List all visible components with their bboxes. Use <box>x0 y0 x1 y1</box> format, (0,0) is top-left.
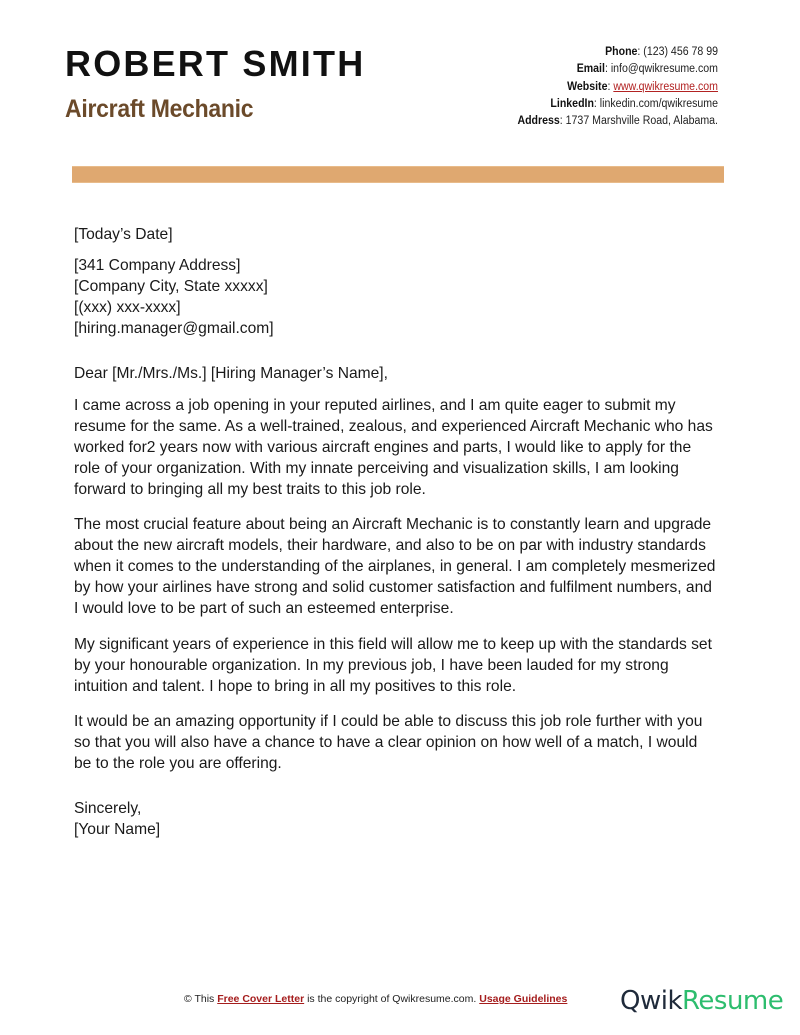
paragraph-line: so that you will also have a chance to have a clear opinion on how well of a match, I would <box>74 733 698 751</box>
contact-label: LinkedIn <box>550 97 594 110</box>
closing: Sincerely, <box>74 800 142 818</box>
letter-date: [Today’s Date] <box>74 226 173 243</box>
paragraph-line: I would love to be part of such an esteemed enterprise. <box>74 600 454 618</box>
contact-email: Email: info@qwikresume.com <box>576 63 718 76</box>
recipient-email: [hiring.manager@gmail.com] <box>74 320 274 338</box>
recipient-city-state: [Company City, State xxxxx] <box>74 278 268 296</box>
usage-guidelines-link[interactable]: Usage Guidelines <box>479 993 568 1005</box>
free-cover-letter-link[interactable]: Free Cover Letter <box>217 993 305 1005</box>
paragraph-line: My significant years of experience in this field will allow me to keep up with the standards set <box>74 635 712 653</box>
paragraph-line: be to the role you are offering. <box>74 754 282 772</box>
contact-label: Phone <box>605 46 638 58</box>
website-link[interactable]: www.qwikresume.com <box>613 80 718 93</box>
paragraph-line: worked for2 years now with various aircraft engines and parts, I would like to apply for the <box>74 438 692 456</box>
paragraph-line: It would be an amazing opportunity if I could be able to discuss this job role further with you <box>74 712 703 730</box>
contact-label: Address <box>517 115 560 128</box>
contact-label: Website <box>567 80 608 93</box>
contact-label: Email <box>576 63 605 76</box>
qwikresume-logo[interactable] <box>620 985 783 1017</box>
contact-value: info@qwikresume.com <box>610 63 718 76</box>
paragraph-line: about the new aircraft models, their hardware, and also to be on par with industry standards <box>74 537 706 555</box>
paragraph-line: role of your organization. With my innate perceiving and visualization skills, I am looking <box>74 459 679 477</box>
recipient-phone: [(xxx) xxx-xxxx] <box>74 299 181 317</box>
salutation: Dear [Mr./Mrs./Ms.] [Hiring Manager’s Name], <box>74 365 388 383</box>
paragraph-3 <box>74 634 734 697</box>
job-title: Aircraft Mechanic <box>65 95 254 123</box>
accent-divider-bar <box>72 166 724 183</box>
paragraph-4 <box>74 711 734 774</box>
contact-website: Website: www.qwikresume.com <box>567 80 718 93</box>
paragraph-line: when it comes to the understanding of the airplanes, in general. I am completely mesmerized <box>74 558 716 576</box>
footer-prefix: © This <box>184 993 218 1005</box>
contact-value: (123) 456 78 99 <box>643 46 718 58</box>
letter-body <box>74 224 734 840</box>
recipient-address: [341 Company Address] <box>74 257 241 275</box>
recipient-block <box>74 255 734 339</box>
paragraph-line: forward to bringing all my best traits to this job role. <box>74 480 426 498</box>
logo-resume: Resume <box>682 986 784 1016</box>
contact-block <box>500 44 718 130</box>
contact-value: linkedin.com/qwikresume <box>599 97 718 110</box>
signature: [Your Name] <box>74 821 161 839</box>
paragraph-line: by how your airlines have strong and solid customer satisfaction and fulfilment numbers, and <box>74 579 712 597</box>
contact-linkedin: LinkedIn: linkedin.com/qwikresume <box>550 97 718 110</box>
candidate-name: ROBERT SMITH <box>65 43 366 84</box>
contact-address: Address: 1737 Marshville Road, Alabama. <box>517 115 718 128</box>
paragraph-line: The most crucial feature about being an Aircraft Mechanic is to constantly learn and upgrade <box>74 516 712 534</box>
paragraph-line: resume for the same. As a well-trained, zealous, and experienced Aircraft Mechanic who has <box>74 417 713 435</box>
footer-middle: is the copyright of Qwikresume.com. <box>304 993 480 1005</box>
paragraph-2 <box>74 514 734 619</box>
paragraph-line: I came across a job opening in your reputed airlines, and I am quite eager to submit my <box>74 396 676 414</box>
logo-qwik: Qwik <box>620 986 683 1016</box>
contact-value: 1737 Marshville Road, Alabama. <box>565 115 718 128</box>
paragraph-1 <box>74 395 734 500</box>
paragraph-line: intuition and talent. I hope to bring in all my positives to this role. <box>74 677 517 695</box>
contact-phone: Phone: (123) 456 78 99 <box>605 46 718 58</box>
copyright-footer <box>184 993 567 1005</box>
paragraph-line: by your honourable organization. In my previous job, I have been lauded for my strong <box>74 656 669 674</box>
